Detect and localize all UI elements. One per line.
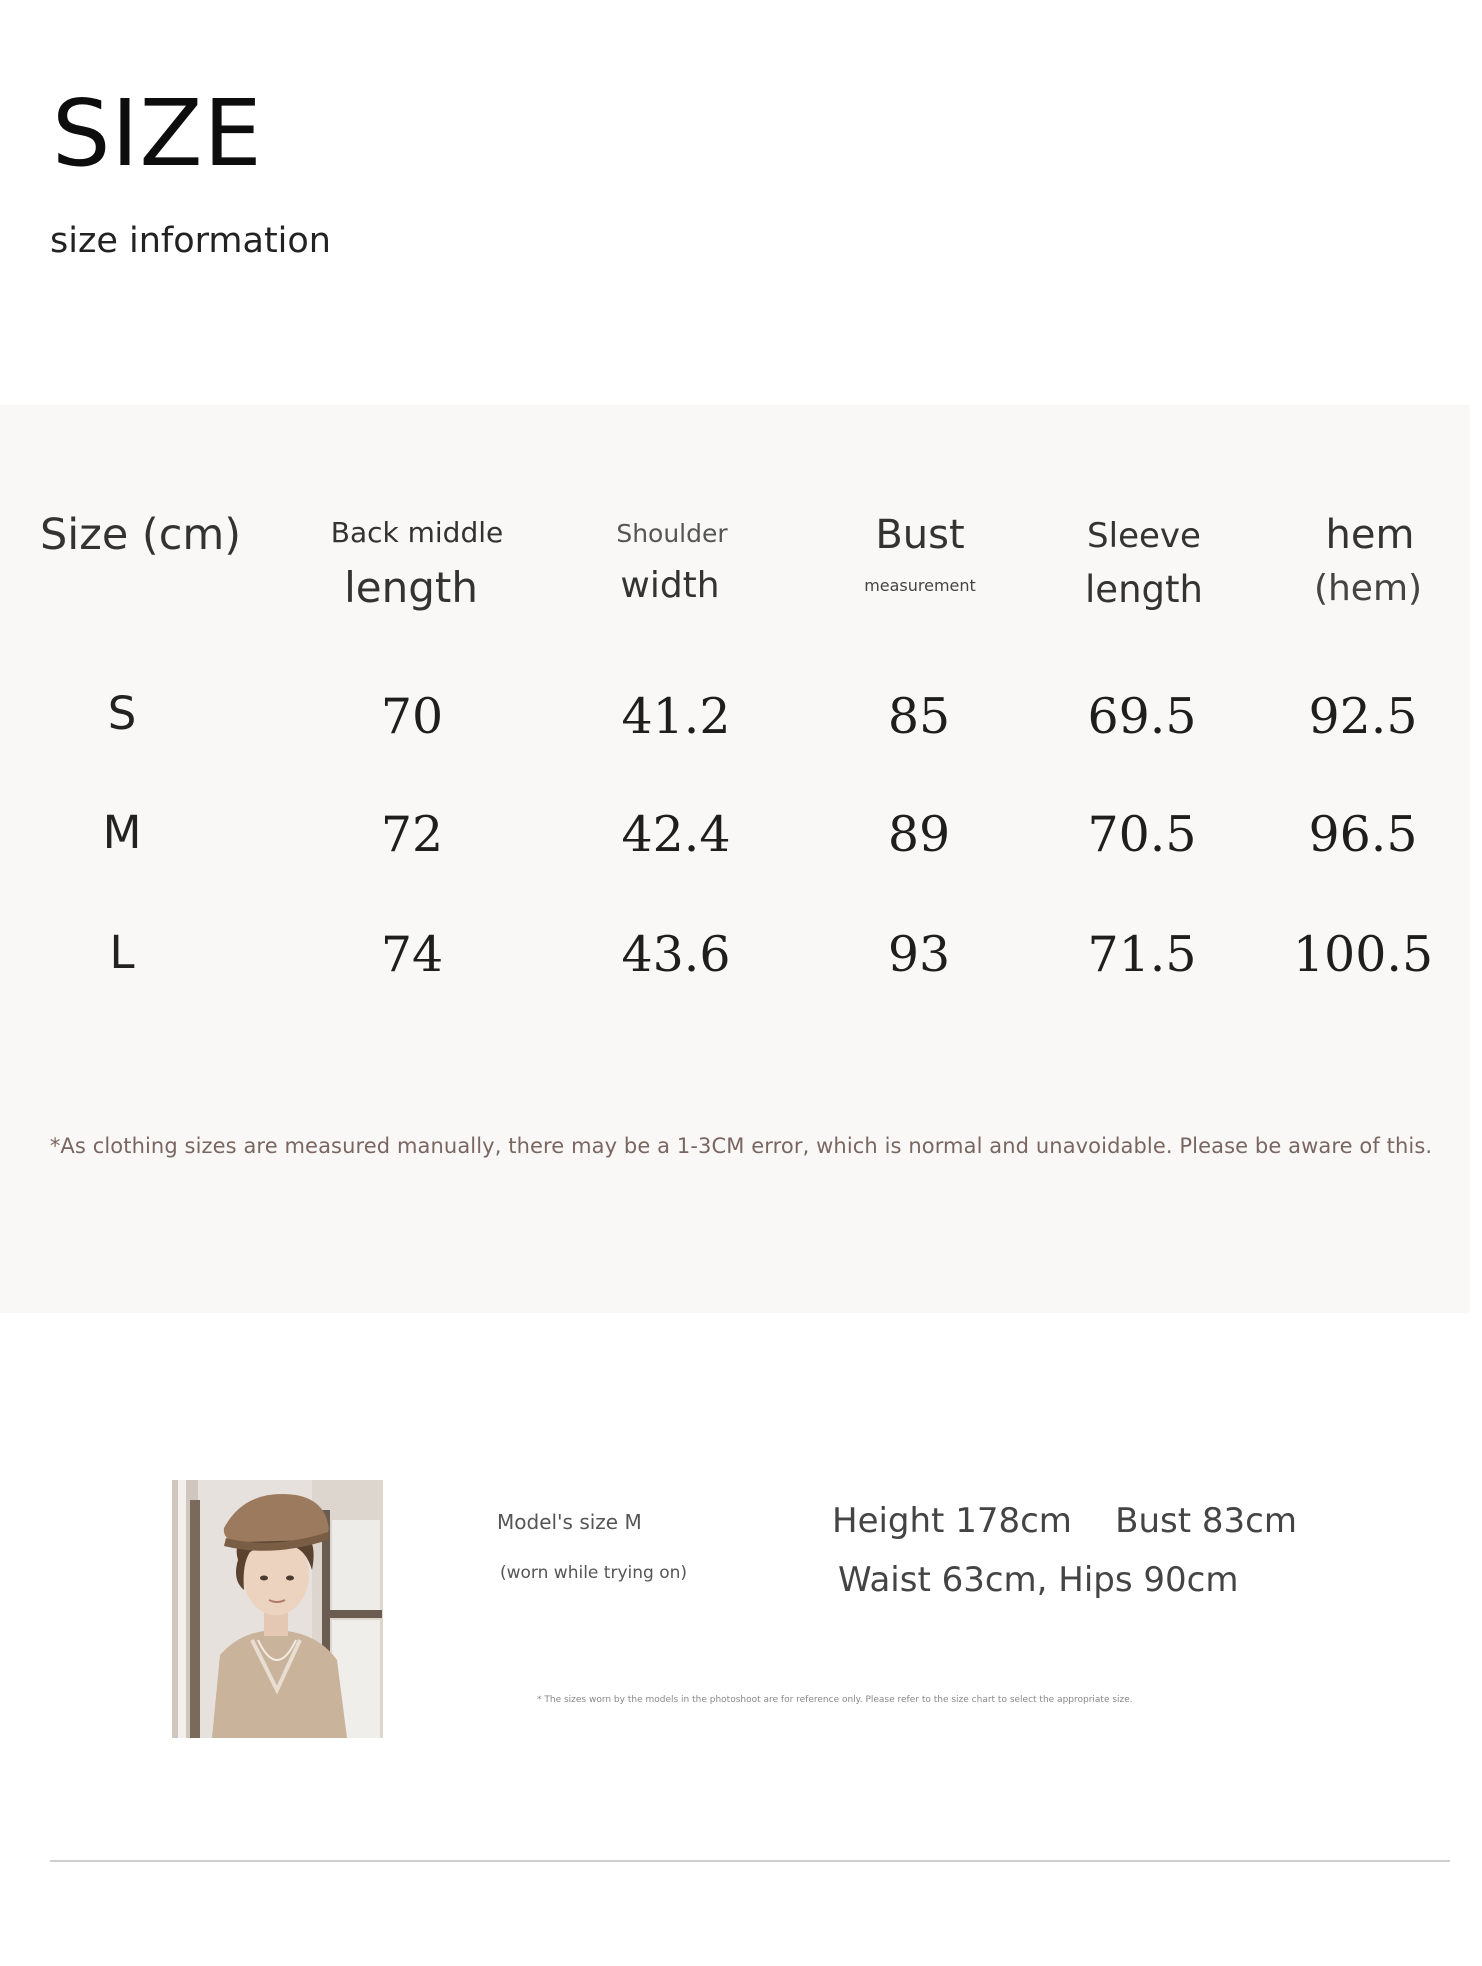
model-photo-image xyxy=(172,1480,383,1738)
size-label-l: L xyxy=(109,926,135,979)
column-header-line2: (hem) xyxy=(1313,568,1423,609)
value-l-bust: 93 xyxy=(887,926,951,983)
bottom-divider xyxy=(50,1860,1450,1862)
column-header-shoulder-width xyxy=(572,519,772,606)
page-subtitle: size information xyxy=(50,221,331,261)
column-header-line2: length xyxy=(1085,568,1203,611)
value-m-hem: 96.5 xyxy=(1308,806,1418,863)
column-header-bust xyxy=(810,512,1030,595)
value-l-hem: 100.5 xyxy=(1292,926,1434,983)
column-header-back-length xyxy=(312,516,522,612)
column-header-line1: Sleeve xyxy=(1087,516,1201,556)
value-s-hem: 92.5 xyxy=(1308,688,1418,745)
column-header-line2: width xyxy=(620,565,720,606)
size-label-s: S xyxy=(107,687,137,740)
column-header-line1: Back middle xyxy=(330,516,504,549)
value-s-sleeve: 69.5 xyxy=(1087,688,1197,745)
column-header-hem xyxy=(1270,512,1470,609)
value-l-sleeve: 71.5 xyxy=(1087,926,1197,983)
value-m-bust: 89 xyxy=(887,806,951,863)
value-s-back-length: 70 xyxy=(380,688,444,745)
model-measurements-line2: Waist 63cm, Hips 90cm xyxy=(838,1560,1239,1600)
value-m-back-length: 72 xyxy=(380,806,444,863)
model-size-label: Model's size M xyxy=(497,1510,642,1534)
column-header-line1: Shoulder xyxy=(616,519,728,548)
column-header-line1: hem xyxy=(1325,512,1415,558)
measurement-disclaimer: *As clothing sizes are measured manually, there may be a 1-3CM error, which is normal and unavoidable. Please be aware of this. xyxy=(49,1134,1433,1158)
model-fine-print: * The sizes worn by the models in the photoshoot are for reference only. Please refer to the size chart to select the appropriate size. xyxy=(537,1695,1133,1705)
value-m-shoulder: 42.4 xyxy=(621,806,731,863)
value-s-shoulder: 41.2 xyxy=(621,688,731,745)
size-label-m: M xyxy=(102,806,142,859)
value-m-sleeve: 70.5 xyxy=(1087,806,1197,863)
value-l-shoulder: 43.6 xyxy=(621,926,731,983)
value-s-bust: 85 xyxy=(887,688,951,745)
model-measurements-line1: Height 178cm Bust 83cm xyxy=(832,1501,1297,1541)
model-photo xyxy=(172,1480,383,1738)
column-header-line2: measurement xyxy=(864,576,976,595)
model-size-note: (worn while trying on) xyxy=(500,1563,688,1583)
value-l-back-length: 74 xyxy=(380,926,444,983)
page-title: SIZE xyxy=(52,80,263,187)
column-header-line1: Bust xyxy=(875,512,965,558)
column-header-sleeve-length xyxy=(1044,516,1244,611)
column-header-line2: length xyxy=(344,563,478,612)
size-column-header: Size (cm) xyxy=(40,510,242,560)
